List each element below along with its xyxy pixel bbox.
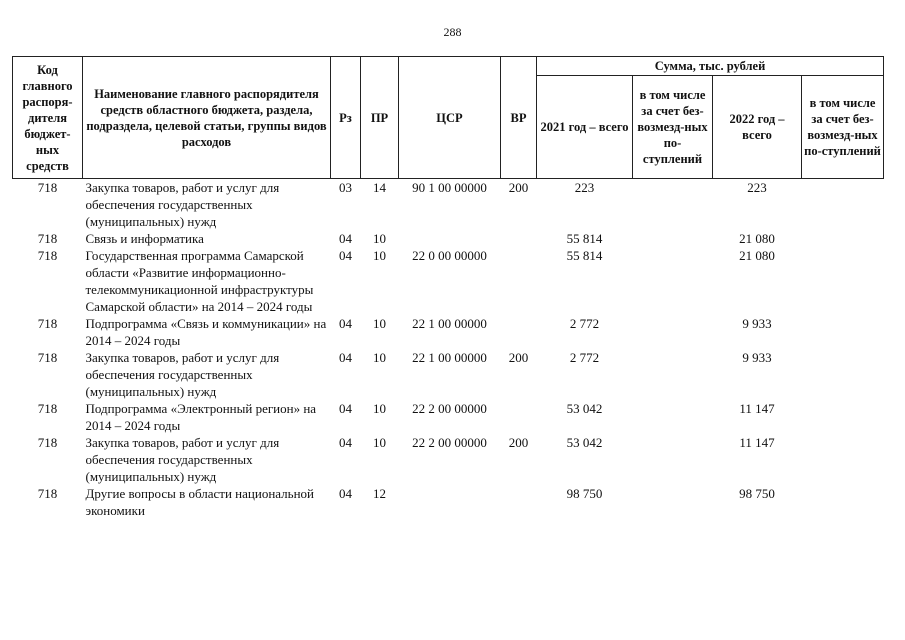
budget-table (12, 56, 884, 519)
cell-2021-free (633, 485, 713, 519)
page-number: 288 (443, 25, 462, 39)
cell-2022-free (802, 179, 884, 231)
header-code: Код главного распоря-дителя бюджет-ных средств (13, 57, 83, 179)
cell-2021-free (633, 179, 713, 231)
cell-2021: 53 042 (566, 435, 603, 450)
cell-name: Государственная программа Самарской области «Развитие информационно-телекоммуникационной инфраструктуры Самарской области» на 2014 – 2024 годы (85, 248, 314, 314)
cell-vr (501, 315, 537, 349)
table-body (13, 179, 884, 520)
cell-code: 718 (37, 486, 58, 501)
cell-vr (501, 400, 537, 434)
cell-rz: 03 (339, 180, 352, 195)
cell-pr: 12 (373, 486, 386, 501)
cell-vr (501, 485, 537, 519)
cell-2022: 223 (747, 180, 767, 195)
cell-2021: 2 772 (569, 350, 600, 365)
cell-2021-free (633, 247, 713, 315)
cell-code: 718 (37, 231, 58, 246)
header-2021-free: в том числе за счет без-возмезд-ных по-ступлений (633, 76, 713, 179)
cell-2021: 55 814 (566, 248, 603, 263)
cell-2021: 98 750 (566, 486, 603, 501)
header-pr: ПР (361, 57, 399, 179)
cell-2021-free (633, 315, 713, 349)
cell-code: 718 (37, 350, 58, 365)
cell-pr: 10 (373, 435, 386, 450)
cell-2021-free (633, 230, 713, 247)
table-row (13, 247, 884, 315)
table-row (13, 179, 884, 231)
cell-pr: 10 (373, 248, 386, 263)
cell-name: Связь и информатика (85, 231, 204, 246)
table-row (13, 434, 884, 485)
cell-vr: 200 (508, 180, 529, 195)
cell-csr: 22 2 00 00000 (412, 435, 487, 450)
cell-pr: 10 (373, 401, 386, 416)
cell-name: Закупка товаров, работ и услуг для обеспечения государственных (муниципальных) нужд (85, 180, 280, 229)
cell-2021: 223 (574, 180, 595, 195)
cell-2022: 11 147 (739, 435, 775, 450)
cell-2021: 53 042 (566, 401, 603, 416)
table-row (13, 349, 884, 400)
table-row (13, 230, 884, 247)
header-vr: ВР (501, 57, 537, 179)
cell-2022: 9 933 (742, 316, 772, 331)
cell-2022: 11 147 (739, 401, 775, 416)
cell-code: 718 (37, 248, 58, 263)
cell-rz: 04 (339, 231, 352, 246)
cell-2022: 9 933 (742, 350, 772, 365)
cell-2021-free (633, 400, 713, 434)
table-header (13, 57, 884, 179)
cell-pr: 10 (373, 350, 386, 365)
cell-rz: 04 (339, 316, 352, 331)
cell-pr: 14 (373, 180, 386, 195)
header-csr: ЦСР (399, 57, 501, 179)
header-sum: Сумма, тыс. рублей (537, 57, 884, 76)
cell-rz: 04 (339, 435, 352, 450)
cell-vr: 200 (508, 350, 529, 365)
cell-pr: 10 (373, 316, 386, 331)
cell-csr: 22 0 00 00000 (412, 248, 487, 263)
cell-csr: 22 1 00 00000 (412, 350, 487, 365)
cell-2021-free (633, 434, 713, 485)
table-row (13, 400, 884, 434)
header-2022-free: в том числе за счет без-возмезд-ных по-ступлений (802, 76, 884, 179)
cell-name: Закупка товаров, работ и услуг для обеспечения государственных (муниципальных) нужд (85, 435, 280, 484)
cell-2022: 21 080 (739, 231, 775, 246)
cell-vr (501, 247, 537, 315)
cell-code: 718 (37, 435, 58, 450)
cell-2021: 55 814 (566, 231, 603, 246)
cell-vr: 200 (508, 435, 529, 450)
cell-rz: 04 (339, 248, 352, 263)
cell-csr (399, 485, 501, 519)
table-row (13, 315, 884, 349)
cell-2022: 21 080 (739, 248, 775, 263)
cell-2022-free (802, 230, 884, 247)
header-2022-total: 2022 год – всего (713, 76, 802, 179)
header-name: Наименование главного распорядителя средств областного бюджета, раздела, подраздела, целевой статьи, группы видов расходов (83, 57, 331, 179)
cell-pr: 10 (373, 231, 386, 246)
cell-csr: 22 2 00 00000 (412, 401, 487, 416)
cell-rz: 04 (339, 350, 352, 365)
cell-rz: 04 (339, 486, 352, 501)
cell-name: Подпрограмма «Электронный регион» на 2014 – 2024 годы (85, 401, 317, 433)
header-2021-total: 2021 год – всего (537, 76, 633, 179)
cell-2022-free (802, 485, 884, 519)
cell-code: 718 (37, 401, 58, 416)
cell-rz: 04 (339, 401, 352, 416)
cell-code: 718 (37, 316, 58, 331)
cell-2022-free (802, 434, 884, 485)
cell-csr: 90 1 00 00000 (412, 180, 487, 195)
cell-2022-free (802, 349, 884, 400)
cell-name: Закупка товаров, работ и услуг для обеспечения государственных (муниципальных) нужд (85, 350, 280, 399)
cell-2022-free (802, 400, 884, 434)
cell-csr (399, 230, 501, 247)
cell-2022: 98 750 (739, 486, 775, 501)
table-row (13, 485, 884, 519)
cell-name: Подпрограмма «Связь и коммуникации» на 2014 – 2024 годы (85, 316, 327, 348)
header-rz: Рз (331, 57, 361, 179)
cell-name: Другие вопросы в области национальной экономики (85, 486, 314, 518)
cell-2021-free (633, 349, 713, 400)
cell-code: 718 (37, 180, 58, 195)
cell-2022-free (802, 247, 884, 315)
cell-csr: 22 1 00 00000 (412, 316, 487, 331)
cell-vr (501, 230, 537, 247)
cell-2021: 2 772 (569, 316, 600, 331)
cell-2022-free (802, 315, 884, 349)
